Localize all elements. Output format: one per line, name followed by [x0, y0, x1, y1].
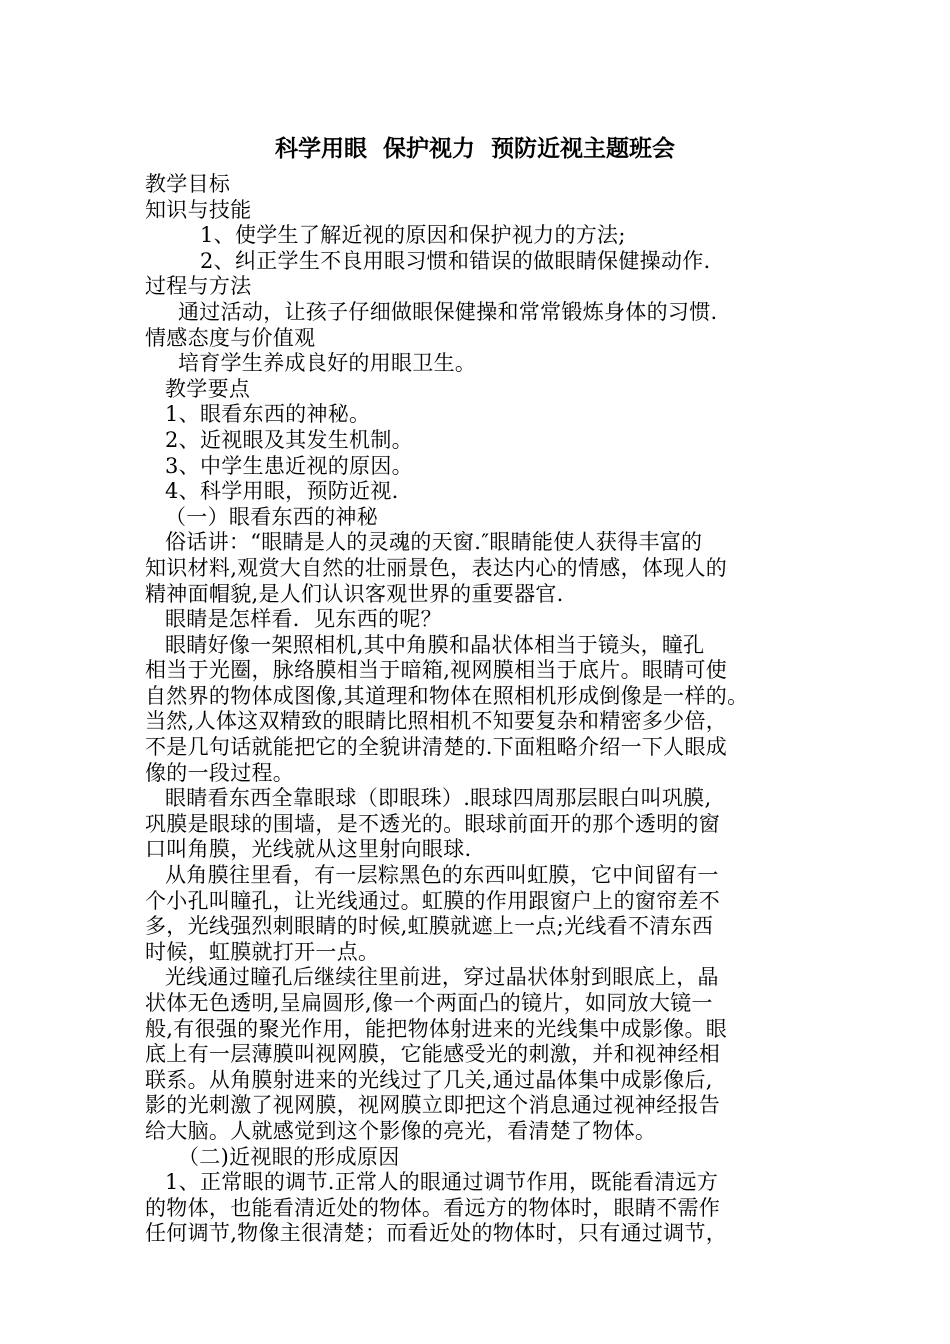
text-line: 通过活动，让孩子仔细做眼保健操和常常锻炼身体的习惯.: [178, 299, 718, 324]
text-line: 多，光线强烈刺眼睛的时候,虹膜就遮上一点;光线看不清东西: [145, 914, 714, 939]
text-line: 俗话讲：“眼睛是人的灵魂的天窗.″眼睛能使人获得丰富的: [165, 530, 703, 555]
text-line: 知识与技能: [145, 197, 252, 222]
text-line: 联系。从角膜射进来的光线过了几关,通过晶体集中成影像后,: [145, 1067, 713, 1092]
text-line: 底上有一层薄膜叫视网膜，它能感受光的刺激，并和视神经相: [145, 1042, 721, 1067]
text-line: 像的一段过程。: [145, 760, 295, 785]
text-line: 口叫角膜，光线就从这里射向眼球.: [145, 837, 472, 862]
text-line: 4、科学用眼，预防近视.: [165, 479, 399, 504]
text-line: 教学要点: [165, 376, 251, 401]
text-line: 知识材料,观赏大自然的壮丽景色，表达内心的情感，体现人的: [145, 555, 728, 580]
text-line: 3、中学生患近视的原因。: [165, 453, 413, 478]
text-line: 教学目标: [145, 172, 231, 196]
text-line: 1、眼看东西的神秘。: [165, 402, 371, 427]
text-line: 的物体，也能看清近处的物体。看远方的物体时，眼睛不需作: [145, 1195, 721, 1220]
text-line: 巩膜是眼球的围墙，是不透光的。眼球前面开的那个透明的窗: [145, 811, 721, 836]
text-line: 精神面帽貌,是人们认识客观世界的重要器官.: [145, 581, 564, 606]
text-line: 眼睛看东西全靠眼球（即眼珠）.眼球四周那层眼白叫巩膜,: [165, 786, 712, 811]
text-line: 相当于光圈，脉络膜相当于暗箱,视网膜相当于底片。眼睛可使: [145, 658, 728, 683]
text-line: 眼睛好像一架照相机,其中角膜和晶状体相当于镜头，瞳孔: [165, 632, 705, 657]
text-line: 般,有很强的聚光作用，能把物体射进来的光线集中成影像。眼: [145, 1016, 728, 1041]
text-line: 1、正常眼的调节.正常人的眼通过调节作用，既能看清远方: [165, 1170, 719, 1195]
text-line: 时候，虹膜就打开一点。: [145, 939, 380, 964]
text-line: 眼睛是怎样看．见东西的呢？: [165, 607, 442, 632]
text-line: 不是几句话就能把它的全貌讲清楚的.下面粗略介绍一下人眼成: [145, 735, 728, 760]
text-line: 1、使学生了解近视的原因和保护视力的方法;: [200, 223, 626, 248]
text-line: 状体无色透明,呈扁圆形,像一个两面凸的镜片，如同放大镜一: [145, 991, 713, 1015]
text-line: 培育学生养成良好的用眼卫生。: [178, 351, 477, 376]
text-line: 2、纠正学生不良用眼习惯和错误的做眼睛保健操动作.: [200, 248, 711, 273]
text-line: 当然,人体这双精致的眼睛比照相机不知要复杂和精密多少倍，: [145, 709, 728, 734]
text-line: 过程与方法: [145, 274, 252, 299]
text-line: （二)近视眼的形成原因: [178, 1144, 400, 1169]
text-line: （一）眼看东西的神秘: [165, 504, 378, 529]
text-line: 2、近视眼及其发生机制。: [165, 427, 413, 452]
document-body: [145, 172, 825, 1247]
text-line: 从角膜往里看，有一层粽黑色的东西叫虹膜，它中间留有一: [165, 863, 719, 888]
text-line: 光线通过瞳孔后继续往里前进，穿过晶状体射到眼底上，晶: [165, 965, 719, 990]
text-line: 任何调节,物像主很清楚；而看近处的物体时，只有通过调节，: [145, 1221, 728, 1246]
text-line: 影的光刺激了视网膜，视网膜立即把这个消息通过视神经报告: [145, 1093, 721, 1118]
text-line: 情感态度与价值观: [145, 325, 316, 350]
document-title: 科学用眼 保护视力 预防近视主题班会: [274, 136, 676, 162]
text-line: 给大脑。人就感觉到这个影像的亮光，看清楚了物体。: [145, 1118, 657, 1143]
text-line: 自然界的物体成图像,其道理和物体在照相机形成倒像是一样的。: [145, 683, 749, 708]
text-line: 个小孔叫瞳孔，让光线通过。虹膜的作用跟窗户上的窗帘差不: [145, 888, 721, 913]
